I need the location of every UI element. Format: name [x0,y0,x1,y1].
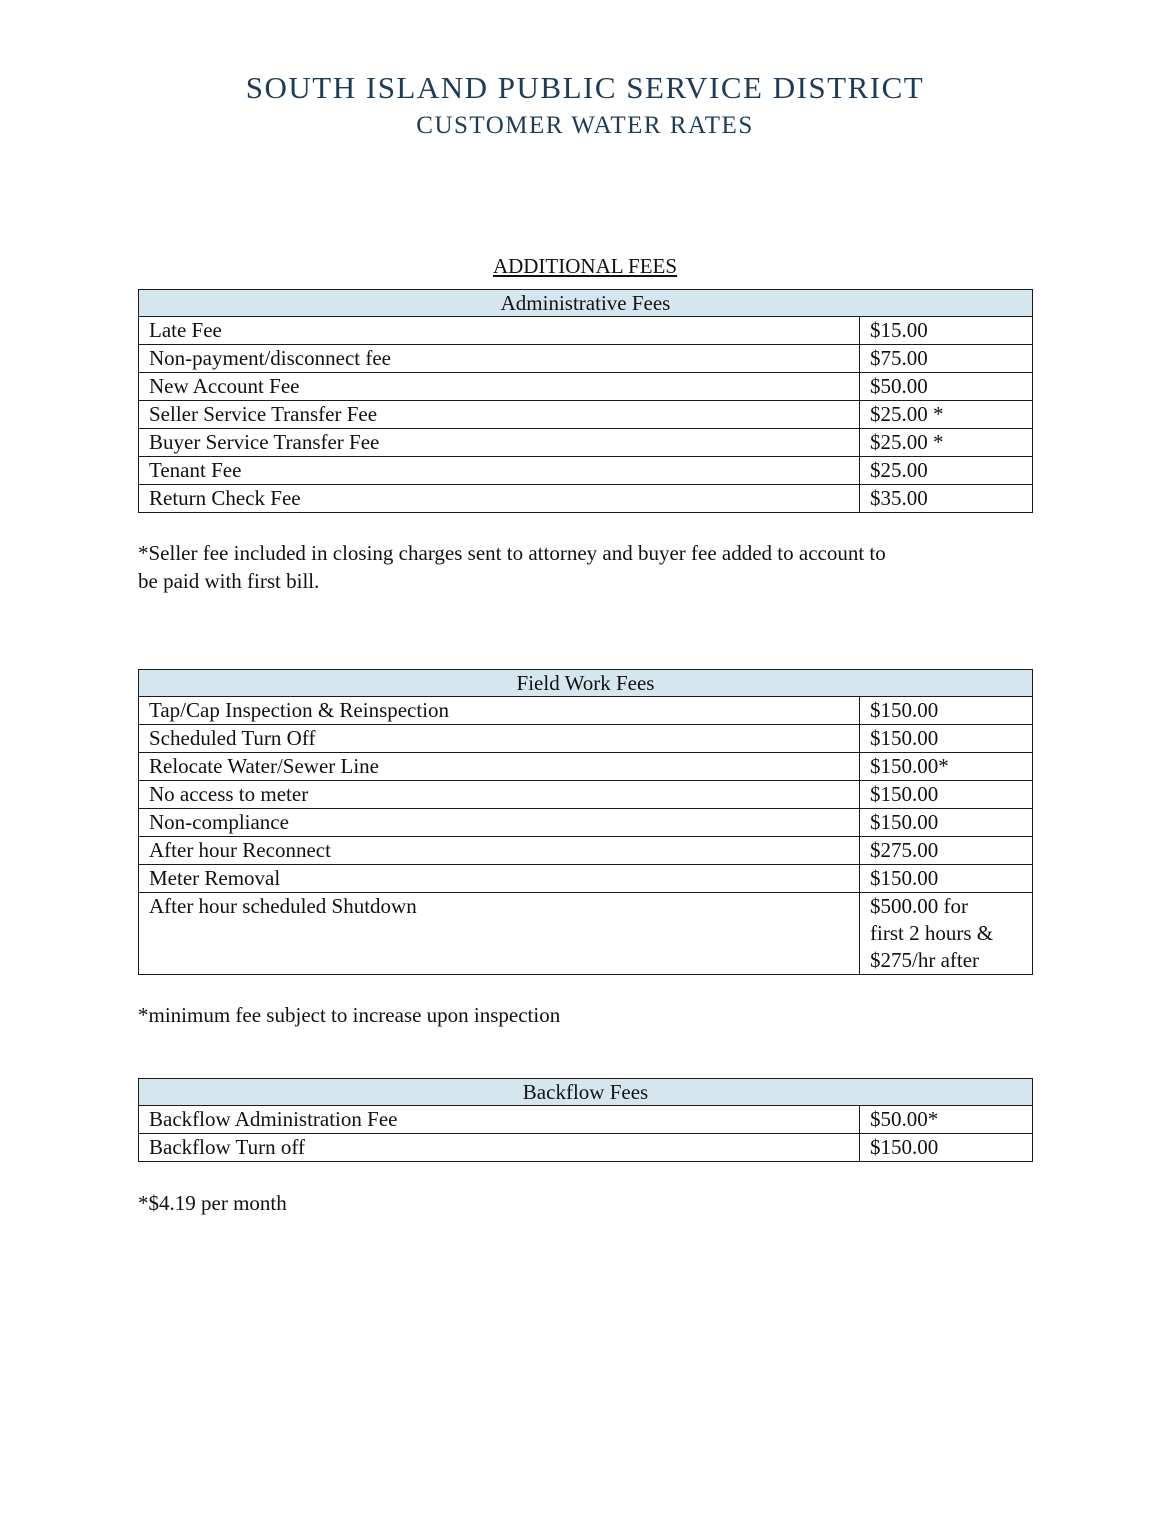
footnote-line: be paid with first bill. [138,569,320,593]
table-row [139,1134,1033,1162]
fee-name: Backflow Administration Fee [139,1106,860,1134]
table-row [139,401,1033,429]
fee-name: New Account Fee [139,373,860,401]
fee-name: Tap/Cap Inspection & Reinspection [139,697,860,725]
fee-amount: $150.00 [860,865,1033,893]
fee-amount [860,893,1033,975]
fee-amount: $35.00 [860,485,1033,513]
fee-amount: $150.00 [860,1134,1033,1162]
fee-name: Buyer Service Transfer Fee [139,429,860,457]
table-row [139,429,1033,457]
fee-amount: $150.00 [860,697,1033,725]
backflow-fees-table [138,1078,1033,1162]
table-row [139,781,1033,809]
fee-amount-line: $275/hr after [870,948,980,972]
table-row [139,809,1033,837]
fee-amount: $50.00* [860,1106,1033,1134]
table-row [139,485,1033,513]
fee-amount-line: $500.00 for [870,894,968,918]
fee-name: Seller Service Transfer Fee [139,401,860,429]
table-row [139,317,1033,345]
fee-amount: $75.00 [860,345,1033,373]
fee-name: Non-payment/disconnect fee [139,345,860,373]
fee-name: No access to meter [139,781,860,809]
fee-name: Return Check Fee [139,485,860,513]
field-work-footnote: *minimum fee subject to increase upon inspection [138,1003,561,1027]
table-title: Field Work Fees [139,670,1033,697]
table-row [139,373,1033,401]
table-row [139,345,1033,373]
field-work-fees-table [138,669,1033,975]
table-row [139,1106,1033,1134]
administrative-footnote [138,539,1033,595]
fee-amount: $150.00 [860,725,1033,753]
fee-amount: $150.00 [860,809,1033,837]
fee-amount: $15.00 [860,317,1033,345]
fee-amount: $150.00 [860,781,1033,809]
table-row [139,725,1033,753]
fee-amount: $275.00 [860,837,1033,865]
table-title: Backflow Fees [139,1079,1033,1106]
footnote-line: *Seller fee included in closing charges sent to attorney and buyer fee added to account to [138,541,886,565]
district-title: SOUTH ISLAND PUBLIC SERVICE DISTRICT [245,70,925,105]
administrative-fees-table [138,289,1033,513]
fee-name: After hour scheduled Shutdown [139,893,860,975]
document-subtitle: CUSTOMER WATER RATES [416,112,754,139]
fee-amount: $25.00 * [860,429,1033,457]
table-row [139,865,1033,893]
fee-amount-line: first 2 hours & [870,921,994,945]
table-row [139,753,1033,781]
fee-amount: $50.00 [860,373,1033,401]
fee-name: Late Fee [139,317,860,345]
table-row [139,697,1033,725]
fee-name: Scheduled Turn Off [139,725,860,753]
fee-name: Non-compliance [139,809,860,837]
table-title: Administrative Fees [139,290,1033,317]
fee-name: Tenant Fee [139,457,860,485]
fee-name: Backflow Turn off [139,1134,860,1162]
fee-name: After hour Reconnect [139,837,860,865]
fee-name: Meter Removal [139,865,860,893]
fee-name: Relocate Water/Sewer Line [139,753,860,781]
fee-amount: $25.00 * [860,401,1033,429]
table-row [139,837,1033,865]
table-row [139,457,1033,485]
backflow-footnote: *$4.19 per month [138,1191,287,1215]
fee-amount: $25.00 [860,457,1033,485]
section-heading: ADDITIONAL FEES [492,254,678,278]
fee-amount: $150.00* [860,753,1033,781]
table-row [139,893,1033,975]
